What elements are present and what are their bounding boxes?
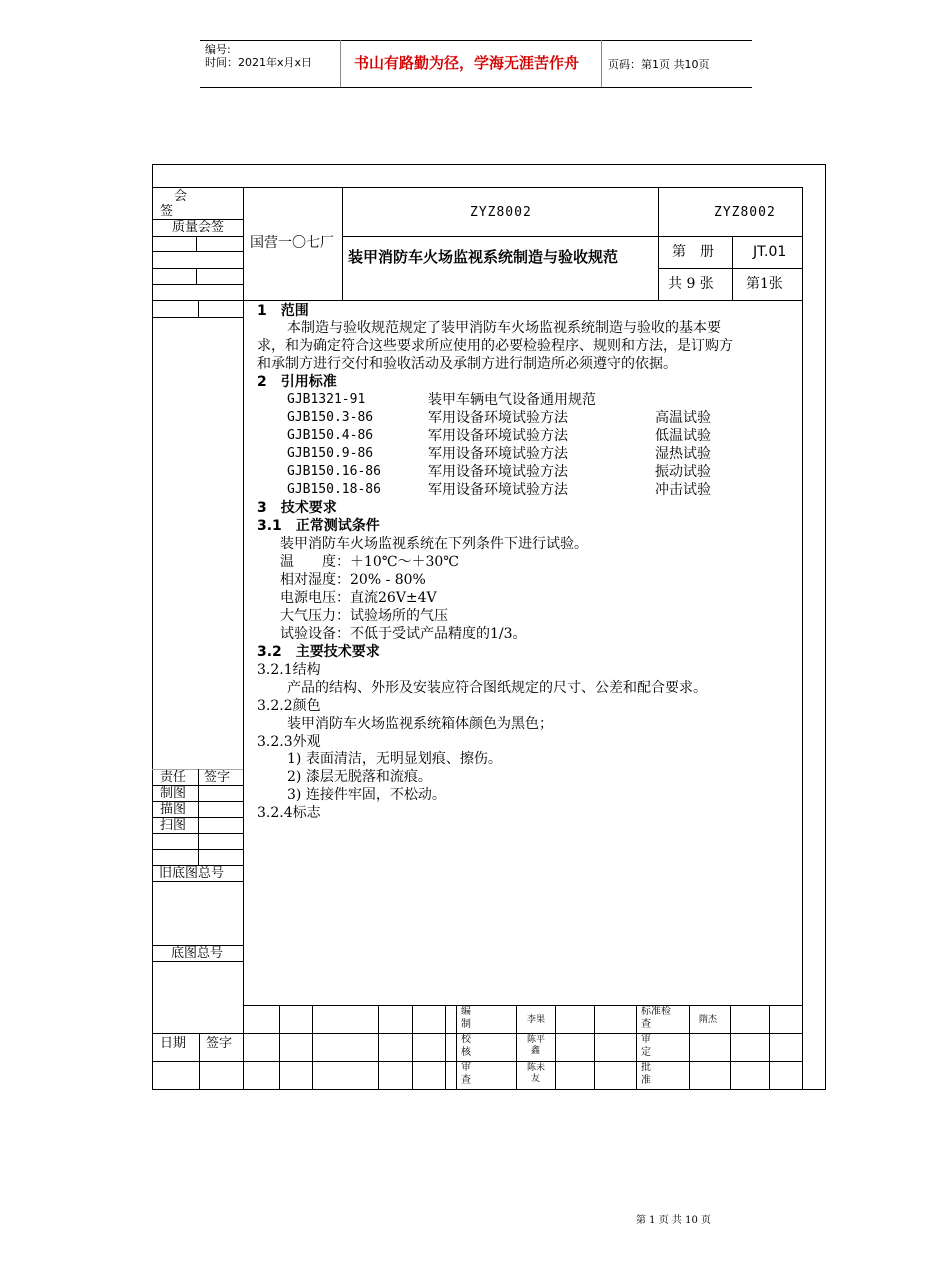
- approval-rule: [152, 1061, 802, 1062]
- signature-label: 签字: [204, 770, 231, 785]
- approval-rule: [456, 1005, 457, 1089]
- approval-rule: [279, 1005, 280, 1089]
- compile-label: 编: [461, 1006, 471, 1017]
- ref-extra: 冲击试验: [655, 482, 711, 498]
- review-name: 友: [531, 1074, 541, 1084]
- footer-page: 第 1 页 共 10 页: [636, 1215, 711, 1226]
- ref-name: 军用设备环境试验方法: [428, 464, 568, 480]
- ref-name: 装甲车辆电气设备通用规范: [428, 392, 596, 408]
- approval-rule: [445, 1005, 446, 1089]
- review-label: 审: [461, 1062, 471, 1073]
- ref-name: 军用设备环境试验方法: [428, 482, 568, 498]
- header-bottom-rule: [200, 87, 752, 88]
- doc-code-right: ZYZ8002: [714, 205, 776, 220]
- check-label: 校: [461, 1034, 471, 1045]
- approval-rule: [769, 1005, 770, 1089]
- ref-code: GJB150.4-86: [287, 428, 374, 443]
- compile-label: 制: [461, 1019, 471, 1030]
- left-rule: [152, 961, 243, 962]
- test-condition-line: 试验设备：不低于受试产品精度的1/3。: [280, 626, 527, 642]
- base-total-label: 底图总号: [171, 946, 224, 961]
- ref-code: GJB150.16-86: [287, 464, 381, 479]
- approval-rule: [516, 1005, 517, 1089]
- approve-label: 准: [641, 1075, 651, 1086]
- sign-label-2: 签: [160, 204, 174, 219]
- ref-code: GJB150.3-86: [287, 410, 374, 425]
- ref-extra: 高温试验: [655, 410, 711, 426]
- right-inner-border: [802, 187, 803, 1089]
- appearance-item: 1) 表面清洁，无明显划痕、擦伤。: [287, 751, 502, 767]
- section-3-2-3-title: 3.2.3外观: [257, 734, 321, 750]
- review-label: 查: [461, 1075, 471, 1086]
- test-condition-line: 相对湿度：20% - 80%: [280, 572, 426, 588]
- header-motto: 书山有路勤为径，学海无涯苦作舟: [354, 54, 580, 72]
- left-rule: [198, 300, 199, 317]
- left-rule: [152, 251, 243, 252]
- review-name: 陈未: [527, 1063, 546, 1073]
- compile-name: 李果: [527, 1015, 546, 1025]
- section-3-title: 3 技术要求: [257, 500, 337, 516]
- section-1-title: 1 范围: [257, 303, 309, 319]
- volume-label: 第 册: [672, 244, 714, 260]
- test-condition-line: 电源电压：直流26V±4V: [280, 590, 437, 606]
- audit-label: 定: [641, 1047, 651, 1058]
- test-condition-line: 温 度：＋10℃～＋30℃: [280, 554, 459, 570]
- check-name: 鑫: [531, 1046, 541, 1056]
- approval-rule: [152, 1033, 802, 1034]
- ref-code: GJB150.9-86: [287, 446, 374, 461]
- appearance-item: 3) 连接件牢固，不松动。: [287, 787, 446, 803]
- ref-name: 军用设备环境试验方法: [428, 410, 568, 426]
- title-rule: [342, 187, 343, 300]
- approval-rule: [689, 1005, 690, 1089]
- header-top-rule: [200, 40, 752, 41]
- sheet-current: 第1张: [746, 276, 783, 292]
- title-rule: [243, 300, 802, 301]
- title-rule: [658, 268, 802, 269]
- left-rule: [152, 284, 243, 285]
- sheets-total: 共 9 张: [668, 276, 714, 292]
- approval-rule: [199, 1033, 200, 1089]
- header-divider-1: [340, 40, 341, 87]
- section-1-line-3: 和承制方进行交付和验收活动及承制方进行制造所必须遵守的依据。: [257, 356, 677, 372]
- check-name: 陈平: [527, 1035, 546, 1045]
- approval-rule: [243, 1005, 802, 1006]
- header-page-info: 页码：第1页 共10页: [608, 58, 710, 71]
- test-condition-line: 大气压力：试验场所的气压: [280, 608, 448, 624]
- section-3-2-1-title: 3.2.1结构: [257, 662, 321, 678]
- ref-extra: 湿热试验: [655, 446, 711, 462]
- std-check-name: 隋杰: [699, 1015, 718, 1025]
- ref-code: GJB1321-91: [287, 392, 366, 407]
- ref-code: GJB150.18-86: [287, 482, 381, 497]
- left-rule: [152, 268, 243, 269]
- old-base-total-label: 旧底图总号: [159, 866, 225, 881]
- approve-label: 批: [641, 1062, 651, 1073]
- sign-label-1: 会: [174, 189, 188, 204]
- std-check-label: 查: [641, 1019, 651, 1030]
- quality-sign-label: 质量会签: [172, 220, 225, 235]
- section-3-2-4-title: 3.2.4标志: [257, 805, 321, 821]
- section-3-2-2-title: 3.2.2颜色: [257, 698, 321, 714]
- left-rule: [152, 881, 243, 882]
- test-condition-line: 装甲消防车火场监视系统在下列条件下进行试验。: [280, 536, 588, 552]
- approval-rule: [378, 1005, 379, 1089]
- doc-code-left: ZYZ8002: [470, 205, 532, 220]
- section-3-2-1-text: 产品的结构、外形及安装应符合图纸规定的尺寸、公差和配合要求。: [287, 680, 707, 696]
- title-rule: [658, 187, 659, 300]
- ref-name: 军用设备环境试验方法: [428, 428, 568, 444]
- responsibility-label: 责任: [160, 770, 187, 785]
- approval-rule: [412, 1005, 413, 1089]
- section-3-2-title: 3.2 主要技术要求: [257, 644, 380, 660]
- approval-rule: [636, 1005, 637, 1089]
- section-1-line-1: 本制造与验收规范规定了装甲消防车火场监视系统制造与验收的基本要: [287, 320, 721, 336]
- ref-extra: 振动试验: [655, 464, 711, 480]
- left-column-divider: [243, 187, 244, 1089]
- section-3-2-2-text: 装甲消防车火场监视系统箱体颜色为黑色；: [287, 716, 553, 732]
- approval-rule: [555, 1005, 556, 1089]
- approval-rule: [312, 1005, 313, 1089]
- doc-number-label: 编号:: [205, 43, 231, 56]
- ref-extra: 低温试验: [655, 428, 711, 444]
- left-rule: [152, 317, 243, 318]
- header-divider-2: [601, 40, 602, 87]
- section-1-line-2: 求，和为确定符合这些要求所应使用的必要检验程序、规则和方法，是订购方: [257, 338, 733, 354]
- scanning-label: 扫图: [160, 818, 187, 833]
- title-block-top: [152, 187, 802, 188]
- factory-name: 国营一〇七厂: [250, 235, 334, 251]
- section-2-title: 2 引用标准: [257, 374, 337, 390]
- check-label: 核: [461, 1047, 471, 1058]
- approval-rule: [730, 1005, 731, 1089]
- ref-name: 军用设备环境试验方法: [428, 446, 568, 462]
- approval-rule: [594, 1005, 595, 1089]
- audit-label: 审: [641, 1034, 651, 1045]
- drawing-label: 制图: [160, 786, 187, 801]
- date-label: 日期: [160, 1036, 187, 1051]
- section-3-1-title: 3.1 正常测试条件: [257, 518, 380, 534]
- left-rule: [196, 236, 197, 251]
- doc-title: 装甲消防车火场监视系统制造与验收规范: [348, 248, 619, 266]
- left-rule: [198, 769, 199, 865]
- left-rule: [196, 268, 197, 284]
- std-check-label: 标准检: [641, 1006, 671, 1017]
- time-label: 时间：2021年x月x日: [205, 56, 313, 69]
- volume-value: JT.01: [753, 244, 787, 260]
- tracing-label: 描图: [160, 802, 187, 817]
- signature2-label: 签字: [206, 1036, 233, 1051]
- left-rule: [152, 236, 243, 237]
- appearance-item: 2) 漆层无脱落和流痕。: [287, 769, 432, 785]
- title-rule: [342, 236, 802, 237]
